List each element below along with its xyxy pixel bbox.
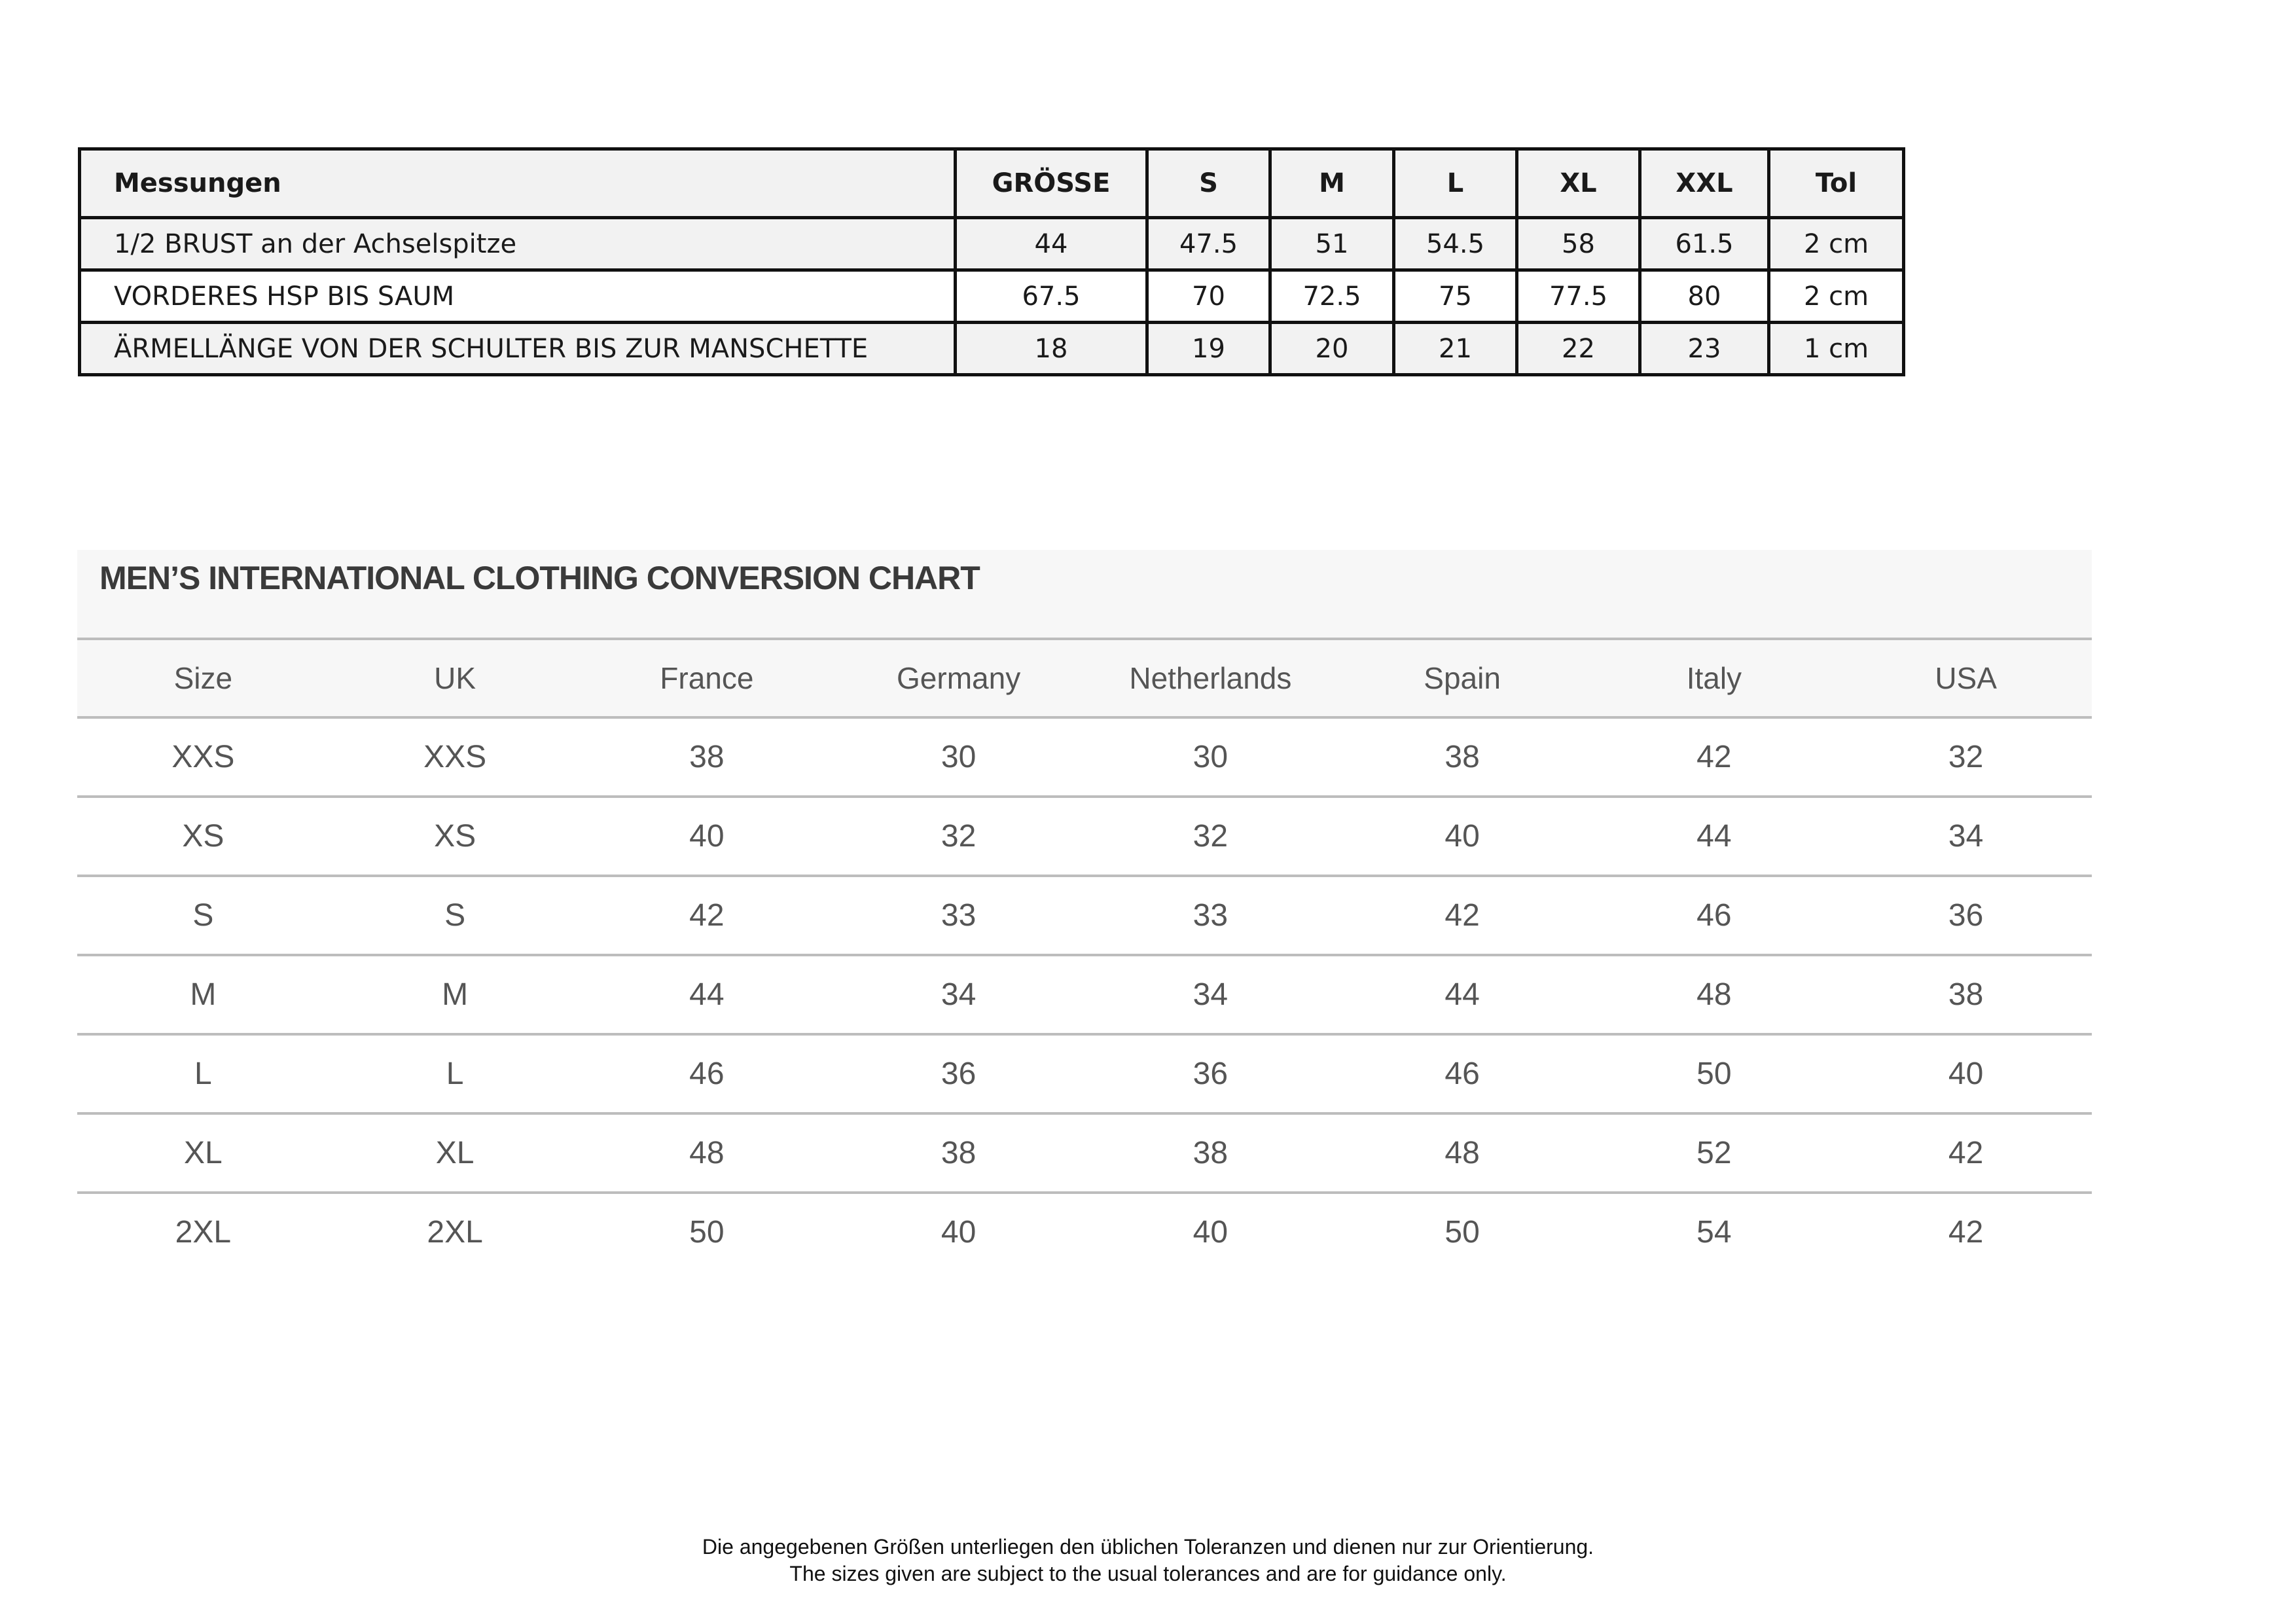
measurement-header-cell: S — [1147, 149, 1270, 218]
measurement-table-header — [80, 149, 1904, 218]
conversion-cell: 32 — [833, 797, 1085, 876]
measurement-cell: 44 — [956, 218, 1147, 270]
conversion-cell: XL — [77, 1113, 329, 1193]
measurement-row — [80, 323, 1904, 375]
measurement-cell: 19 — [1147, 323, 1270, 375]
conversion-header-cell: UK — [329, 640, 581, 717]
conversion-cell: 42 — [1948, 1215, 1984, 1250]
measurement-cell: 58 — [1517, 218, 1640, 270]
conversion-cell: 50 — [1588, 1034, 1840, 1113]
conversion-cell: 52 — [1588, 1113, 1840, 1193]
conversion-cell: XS — [77, 797, 329, 876]
conversion-cell: 44 — [581, 955, 833, 1034]
footnotes — [0, 1534, 2296, 1587]
conversion-cell: 48 — [1588, 955, 1840, 1034]
conversion-cell: 38 — [1085, 1113, 1336, 1193]
measurement-tolerance-cell: 2 cm — [1769, 218, 1904, 270]
conversion-cell: 30 — [833, 717, 1085, 797]
conversion-cell: 38 — [1840, 955, 2092, 1034]
conversion-table — [77, 640, 2092, 1271]
measurement-cell: 61.5 — [1640, 218, 1769, 270]
measurement-header-cell: Messungen — [80, 149, 956, 218]
conversion-cell: 38 — [833, 1113, 1085, 1193]
conversion-table-header — [77, 640, 2092, 717]
conversion-row — [77, 717, 2092, 797]
conversion-header-cell: France — [581, 640, 833, 717]
conversion-cell: M — [329, 955, 581, 1034]
conversion-cell: 50 — [689, 1215, 725, 1250]
measurement-header-row — [80, 149, 1904, 218]
measurement-cell: 21 — [1394, 323, 1517, 375]
conversion-cell: 30 — [1085, 717, 1336, 797]
conversion-cell: 34 — [833, 955, 1085, 1034]
conversion-row — [77, 1193, 2092, 1271]
conversion-header-cell: USA — [1840, 640, 2092, 717]
conversion-cell: 44 — [1588, 797, 1840, 876]
conversion-cell: 38 — [581, 717, 833, 797]
conversion-cell: 42 — [1588, 717, 1840, 797]
conversion-cell: 48 — [581, 1113, 833, 1193]
conversion-cell: XS — [329, 797, 581, 876]
measurement-header-cell: GRÖSSE — [956, 149, 1147, 218]
conversion-cell: 32 — [1840, 717, 2092, 797]
conversion-cell: 36 — [833, 1034, 1085, 1113]
measurement-cell: 51 — [1270, 218, 1394, 270]
conversion-cell: 40 — [1840, 1034, 2092, 1113]
conversion-cell: 34 — [1085, 955, 1336, 1034]
conversion-cell: 40 — [1336, 797, 1588, 876]
measurement-cell: 22 — [1517, 323, 1640, 375]
conversion-cell: 46 — [1336, 1034, 1588, 1113]
conversion-cell: 44 — [1336, 955, 1588, 1034]
footnote-english: The sizes given are subject to the usual tolerances and are for guidance only. — [789, 1562, 1507, 1585]
conversion-cell: 33 — [833, 876, 1085, 955]
conversion-cell: 42 — [1336, 876, 1588, 955]
conversion-row — [77, 797, 2092, 876]
conversion-cell: 54 — [1696, 1215, 1732, 1250]
measurement-row — [80, 270, 1904, 323]
conversion-cell: L — [329, 1034, 581, 1113]
conversion-cell: 36 — [1840, 876, 2092, 955]
measurement-cell: 70 — [1147, 270, 1270, 323]
conversion-cell: 48 — [1336, 1113, 1588, 1193]
measurement-header-cell: M — [1270, 149, 1394, 218]
conversion-cell: 32 — [1085, 797, 1336, 876]
measurement-cell: 75 — [1394, 270, 1517, 323]
conversion-cell: 33 — [1085, 876, 1336, 955]
conversion-header-cell: Italy — [1588, 640, 1840, 717]
conversion-row — [77, 1034, 2092, 1113]
conversion-table-body — [77, 717, 2092, 1271]
conversion-cell: 2XL — [427, 1215, 483, 1250]
conversion-cell: 40 — [581, 797, 833, 876]
conversion-header-cell: Spain — [1336, 640, 1588, 717]
measurement-tolerance-cell: 1 cm — [1769, 323, 1904, 375]
conversion-row — [77, 955, 2092, 1034]
measurement-label-cell: VORDERES HSP BIS SAUM — [80, 270, 956, 323]
conversion-cell: S — [77, 876, 329, 955]
measurement-cell: 80 — [1640, 270, 1769, 323]
measurement-header-cell: XXL — [1640, 149, 1769, 218]
conversion-row — [77, 1113, 2092, 1193]
conversion-cell: XXS — [329, 717, 581, 797]
conversion-cell: L — [77, 1034, 329, 1113]
conversion-cell: XL — [329, 1113, 581, 1193]
conversion-cell: 42 — [581, 876, 833, 955]
measurement-row — [80, 218, 1904, 270]
conversion-chart-title: MEN’S INTERNATIONAL CLOTHING CONVERSION CHART — [99, 560, 980, 596]
measurement-header-cell: Tol — [1769, 149, 1904, 218]
measurement-cell: 47.5 — [1147, 218, 1270, 270]
measurement-cell: 72.5 — [1270, 270, 1394, 323]
conversion-cell: S — [329, 876, 581, 955]
footnote-german: Die angegebenen Größen unterliegen den üblichen Toleranzen und dienen nur zur Orientierung. — [702, 1535, 1594, 1559]
conversion-header-cell: Germany — [833, 640, 1085, 717]
measurement-cell: 20 — [1270, 323, 1394, 375]
measurement-table-body — [80, 218, 1904, 375]
conversion-cell: 42 — [1840, 1113, 2092, 1193]
conversion-cell: 34 — [1840, 797, 2092, 876]
conversion-chart — [77, 550, 2092, 1271]
measurement-label-cell: 1/2 BRUST an der Achselspitze — [80, 218, 956, 270]
conversion-header-cell: Netherlands — [1085, 640, 1336, 717]
conversion-row — [77, 876, 2092, 955]
measurement-cell: 54.5 — [1394, 218, 1517, 270]
conversion-cell: 46 — [581, 1034, 833, 1113]
conversion-cell: 2XL — [175, 1215, 232, 1250]
conversion-header-row — [77, 640, 2092, 717]
conversion-cell: 36 — [1085, 1034, 1336, 1113]
measurement-cell: 18 — [956, 323, 1147, 375]
measurement-table — [78, 147, 1905, 376]
measurement-label-cell: ÄRMELLÄNGE VON DER SCHULTER BIS ZUR MANSCHETTE — [80, 323, 956, 375]
conversion-cell: 50 — [1444, 1215, 1480, 1250]
conversion-cell: 46 — [1588, 876, 1840, 955]
conversion-cell: M — [77, 955, 329, 1034]
measurement-header-cell: L — [1394, 149, 1517, 218]
conversion-cell: 40 — [941, 1215, 977, 1250]
measurement-tolerance-cell: 2 cm — [1769, 270, 1904, 323]
conversion-header-cell: Size — [77, 640, 329, 717]
measurement-cell: 23 — [1640, 323, 1769, 375]
conversion-chart-title-bar — [77, 550, 2092, 640]
conversion-cell: XXS — [77, 717, 329, 797]
conversion-cell: 38 — [1336, 717, 1588, 797]
measurement-header-cell: XL — [1517, 149, 1640, 218]
measurement-cell: 77.5 — [1517, 270, 1640, 323]
conversion-cell: 40 — [1193, 1215, 1229, 1250]
measurement-cell: 67.5 — [956, 270, 1147, 323]
